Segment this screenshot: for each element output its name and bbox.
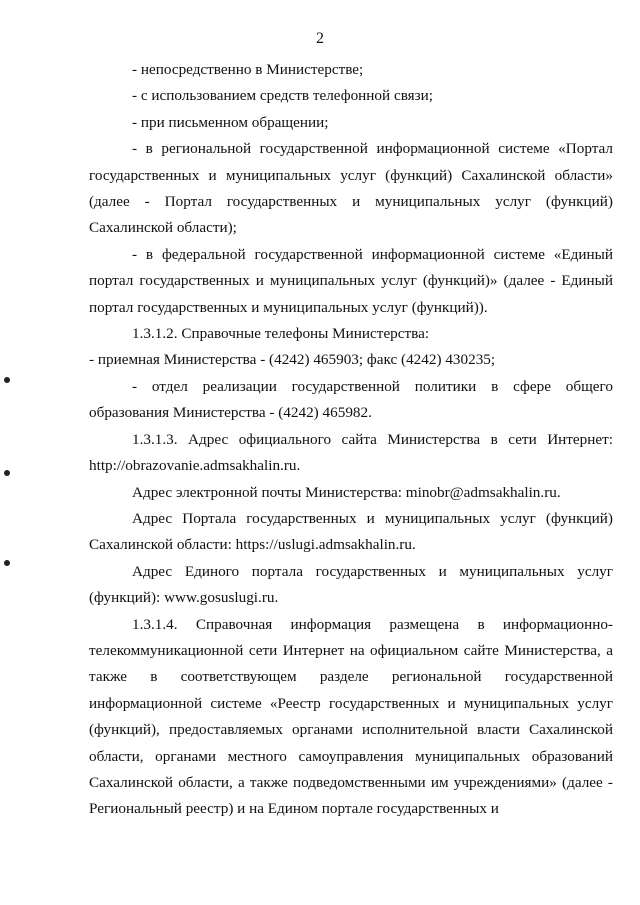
list-item-regional-portal: - в региональной государственной информационной системе «Портал государственных и муниципальных услуг (функций) Сахалинской области» (далее - Портал государственных и муниципальных услуг (функций) Сахалинской области);: [89, 140, 613, 237]
regional-portal-address: Адрес Портала государственных и муниципальных услуг (функций) Сахалинской области: https://uslugi.admsakhalin.ru.: [89, 509, 613, 554]
unified-portal-address: Адрес Единого портала государственных и муниципальных услуг (функций): www.gosuslugi.ru.: [89, 562, 613, 607]
list-item-phone: - с использованием средств телефонной связи;: [132, 87, 433, 105]
page-number: 2: [316, 30, 324, 47]
list-item-written: - при письменном обращении;: [132, 113, 329, 131]
phone-reception: - приемная Министерства - (4242) 465903; факс (4242) 430235;: [89, 351, 496, 369]
scan-mark: [4, 377, 10, 383]
phone-department: - отдел реализации государственной политики в сфере общего образования Министерства - (4242) 465982.: [89, 377, 613, 422]
section-1-3-1-2: 1.3.1.2. Справочные телефоны Министерства:: [132, 325, 430, 343]
scan-mark: [4, 470, 10, 476]
section-1-3-1-4: 1.3.1.4. Справочная информация размещена в информационно-телекоммуникационной сети Интернет на официальном сайте Министерства, а также в соответствующем разделе региональной государственной информационной системе «Реестр государственных и муниципальных услуг (функций), предоставляемых органами исполнительной власти Сахалинской области, органами местного самоуправления муниципальных образований Сахалинской области, а также подведомственными им учреждениями» (далее - Региональный реестр) и на Едином портале государственных и: [89, 615, 613, 818]
scan-mark: [4, 560, 10, 566]
list-item-federal-portal: - в федеральной государственной информационной системе «Единый портал государственных и муниципальных услуг (функций)» (далее - Единый портал государственных и муниципальных услуг (функций)).: [89, 245, 613, 316]
email-address: Адрес электронной почты Министерства: minobr@admsakhalin.ru.: [132, 483, 561, 501]
list-item-in-ministry: - непосредственно в Министерстве;: [132, 61, 364, 78]
document-body: [89, 57, 613, 823]
section-1-3-1-3: 1.3.1.3. Адрес официального сайта Министерства в сети Интернет: http://obrazovanie.admsakhalin.ru.: [89, 430, 613, 475]
